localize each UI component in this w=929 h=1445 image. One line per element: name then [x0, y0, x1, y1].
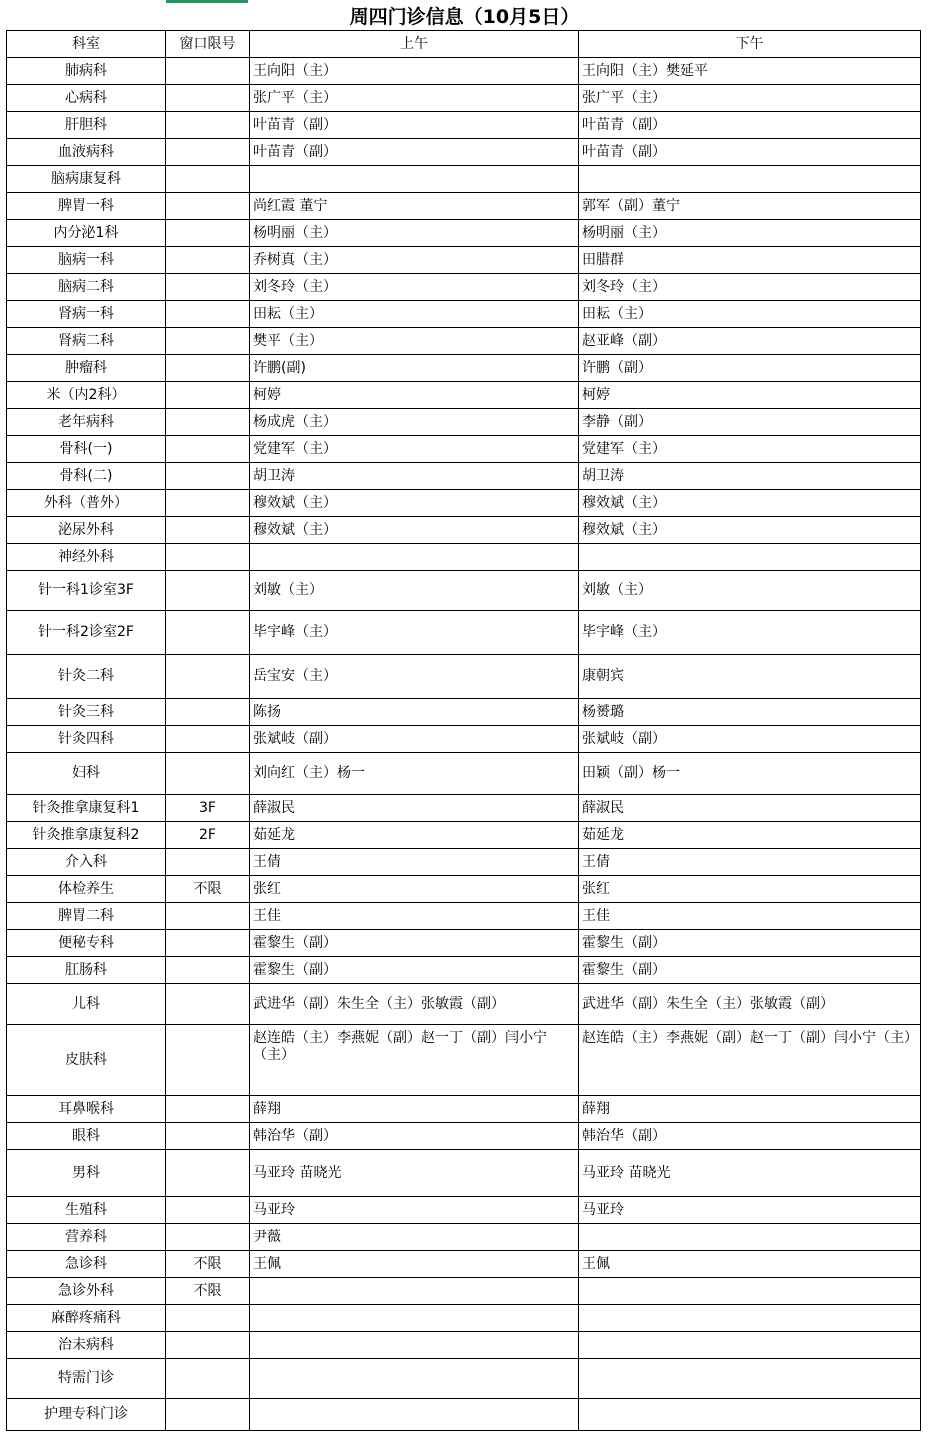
morning-cell: 叶苗青（副）	[250, 112, 579, 139]
table-row	[7, 1359, 921, 1399]
dept-cell: 外科（普外）	[7, 490, 166, 517]
window-limit-cell	[166, 112, 250, 139]
afternoon-cell	[579, 544, 921, 571]
afternoon-cell: 张广平（主）	[579, 85, 921, 112]
header-morning: 上午	[250, 31, 579, 58]
dept-cell: 针灸推拿康复科2	[7, 822, 166, 849]
dept-cell: 神经外科	[7, 544, 166, 571]
sheet-tab-indicator	[166, 0, 248, 3]
table-row	[7, 1305, 921, 1332]
table-row	[7, 112, 921, 139]
table-row	[7, 301, 921, 328]
afternoon-cell: 赵连皓（主）李燕妮（副）赵一丁（副）闫小宁（主）	[579, 1025, 921, 1096]
afternoon-cell: 霍黎生（副）	[579, 957, 921, 984]
dept-cell: 米（内2科）	[7, 382, 166, 409]
table-row	[7, 1224, 921, 1251]
afternoon-cell	[579, 166, 921, 193]
window-limit-cell	[166, 1224, 250, 1251]
page-title: 周四门诊信息（10月5日）	[349, 6, 580, 28]
morning-cell: 王向阳（主）	[250, 58, 579, 85]
morning-cell: 柯婷	[250, 382, 579, 409]
dept-cell: 脾胃二科	[7, 903, 166, 930]
window-limit-cell	[166, 382, 250, 409]
window-limit-cell	[166, 699, 250, 726]
afternoon-cell: 杨赟璐	[579, 699, 921, 726]
dept-cell: 儿科	[7, 984, 166, 1025]
morning-cell: 樊平（主）	[250, 328, 579, 355]
table-row	[7, 1150, 921, 1197]
afternoon-cell: 穆效斌（主）	[579, 517, 921, 544]
table-row	[7, 166, 921, 193]
morning-cell: 武进华（副）朱生全（主）张敏霞（副）	[250, 984, 579, 1025]
window-limit-cell	[166, 984, 250, 1025]
window-limit-cell	[166, 1123, 250, 1150]
afternoon-cell: 叶苗青（副）	[579, 139, 921, 166]
dept-cell: 针灸三科	[7, 699, 166, 726]
afternoon-cell: 武进华（副）朱生全（主）张敏霞（副）	[579, 984, 921, 1025]
afternoon-cell	[579, 1305, 921, 1332]
table-row	[7, 655, 921, 699]
window-limit-cell	[166, 611, 250, 655]
dept-cell: 肛肠科	[7, 957, 166, 984]
afternoon-cell: 胡卫涛	[579, 463, 921, 490]
morning-cell	[250, 1359, 579, 1399]
afternoon-cell	[579, 1332, 921, 1359]
table-row	[7, 957, 921, 984]
afternoon-cell	[579, 1278, 921, 1305]
window-limit-cell	[166, 1399, 250, 1431]
dept-cell: 肿瘤科	[7, 355, 166, 382]
morning-cell: 毕宇峰（主）	[250, 611, 579, 655]
dept-cell: 男科	[7, 1150, 166, 1197]
morning-cell	[250, 166, 579, 193]
afternoon-cell	[579, 1359, 921, 1399]
window-limit-cell	[166, 274, 250, 301]
window-limit-cell	[166, 166, 250, 193]
window-limit-cell: 不限	[166, 876, 250, 903]
morning-cell: 刘向红（主）杨一	[250, 753, 579, 795]
morning-cell: 张广平（主）	[250, 85, 579, 112]
window-limit-cell	[166, 58, 250, 85]
table-row	[7, 517, 921, 544]
morning-cell: 张红	[250, 876, 579, 903]
afternoon-cell	[579, 1399, 921, 1431]
afternoon-cell: 薛翔	[579, 1096, 921, 1123]
window-limit-cell	[166, 193, 250, 220]
table-row	[7, 355, 921, 382]
morning-cell: 岳宝安（主）	[250, 655, 579, 699]
window-limit-cell	[166, 544, 250, 571]
morning-cell: 田耘（主）	[250, 301, 579, 328]
afternoon-cell: 张斌岐（副）	[579, 726, 921, 753]
dept-cell: 针灸推拿康复科1	[7, 795, 166, 822]
window-limit-cell	[166, 1305, 250, 1332]
window-limit-cell	[166, 1359, 250, 1399]
window-limit-cell	[166, 436, 250, 463]
morning-cell	[250, 1399, 579, 1431]
dept-cell: 肾病二科	[7, 328, 166, 355]
window-limit-cell	[166, 655, 250, 699]
morning-cell: 马亚玲 苗晓光	[250, 1150, 579, 1197]
morning-cell: 茹延龙	[250, 822, 579, 849]
dept-cell: 肺病科	[7, 58, 166, 85]
afternoon-cell: 叶苗青（副）	[579, 112, 921, 139]
afternoon-cell: 柯婷	[579, 382, 921, 409]
dept-cell: 针灸二科	[7, 655, 166, 699]
dept-cell: 心病科	[7, 85, 166, 112]
morning-cell: 杨成虎（主）	[250, 409, 579, 436]
table-row	[7, 822, 921, 849]
dept-cell: 耳鼻喉科	[7, 1096, 166, 1123]
morning-cell: 陈扬	[250, 699, 579, 726]
afternoon-cell	[579, 1224, 921, 1251]
window-limit-cell: 不限	[166, 1278, 250, 1305]
window-limit-cell	[166, 220, 250, 247]
dept-cell: 针一科2诊室2F	[7, 611, 166, 655]
window-limit-cell	[166, 571, 250, 611]
morning-cell: 许鹏(副)	[250, 355, 579, 382]
morning-cell: 张斌岐（副）	[250, 726, 579, 753]
header-window-limit: 窗口限号	[166, 31, 250, 58]
afternoon-cell: 赵亚峰（副）	[579, 328, 921, 355]
afternoon-cell: 刘冬玲（主）	[579, 274, 921, 301]
morning-cell: 赵连皓（主）李燕妮（副）赵一丁（副）闫小宁（主）	[250, 1025, 579, 1096]
window-limit-cell	[166, 1025, 250, 1096]
table-row	[7, 849, 921, 876]
table-row	[7, 1123, 921, 1150]
afternoon-cell: 王倩	[579, 849, 921, 876]
dept-cell: 肝胆科	[7, 112, 166, 139]
dept-cell: 护理专科门诊	[7, 1399, 166, 1431]
dept-cell: 便秘专科	[7, 930, 166, 957]
window-limit-cell	[166, 1150, 250, 1197]
dept-cell: 内分泌1科	[7, 220, 166, 247]
afternoon-cell: 马亚玲 苗晓光	[579, 1150, 921, 1197]
afternoon-cell: 马亚玲	[579, 1197, 921, 1224]
morning-cell: 尚红霞 董宁	[250, 193, 579, 220]
dept-cell: 体检养生	[7, 876, 166, 903]
table-row	[7, 1399, 921, 1431]
dept-cell: 泌尿外科	[7, 517, 166, 544]
afternoon-cell: 张红	[579, 876, 921, 903]
dept-cell: 眼科	[7, 1123, 166, 1150]
morning-cell: 尹薇	[250, 1224, 579, 1251]
table-row	[7, 328, 921, 355]
dept-cell: 皮肤科	[7, 1025, 166, 1096]
afternoon-cell: 田耘（主）	[579, 301, 921, 328]
afternoon-cell: 党建军（主）	[579, 436, 921, 463]
table-row	[7, 795, 921, 822]
morning-cell	[250, 1332, 579, 1359]
morning-cell: 薛翔	[250, 1096, 579, 1123]
morning-cell: 杨明丽（主）	[250, 220, 579, 247]
dept-cell: 特需门诊	[7, 1359, 166, 1399]
morning-cell: 马亚玲	[250, 1197, 579, 1224]
window-limit-cell	[166, 930, 250, 957]
morning-cell: 党建军（主）	[250, 436, 579, 463]
window-limit-cell	[166, 85, 250, 112]
header-afternoon: 下午	[579, 31, 921, 58]
morning-cell: 穆效斌（主）	[250, 490, 579, 517]
morning-cell: 霍黎生（副）	[250, 930, 579, 957]
window-limit-cell	[166, 1332, 250, 1359]
table-row	[7, 903, 921, 930]
window-limit-cell	[166, 1096, 250, 1123]
morning-cell: 王佩	[250, 1251, 579, 1278]
afternoon-cell: 王佳	[579, 903, 921, 930]
window-limit-cell	[166, 849, 250, 876]
table-row	[7, 984, 921, 1025]
afternoon-cell: 田腊群	[579, 247, 921, 274]
table-row	[7, 58, 921, 85]
window-limit-cell	[166, 490, 250, 517]
table-row	[7, 193, 921, 220]
table-row	[7, 463, 921, 490]
window-limit-cell	[166, 957, 250, 984]
dept-cell: 营养科	[7, 1224, 166, 1251]
morning-cell: 霍黎生（副）	[250, 957, 579, 984]
table-row	[7, 490, 921, 517]
dept-cell: 骨科(一)	[7, 436, 166, 463]
table-row	[7, 544, 921, 571]
afternoon-cell: 李静（副）	[579, 409, 921, 436]
table-row	[7, 85, 921, 112]
afternoon-cell: 刘敏（主）	[579, 571, 921, 611]
window-limit-cell	[166, 409, 250, 436]
table-row	[7, 571, 921, 611]
table-row	[7, 699, 921, 726]
morning-cell	[250, 544, 579, 571]
table-row	[7, 247, 921, 274]
dept-cell: 生殖科	[7, 1197, 166, 1224]
window-limit-cell	[166, 726, 250, 753]
morning-cell: 叶苗青（副）	[250, 139, 579, 166]
window-limit-cell	[166, 517, 250, 544]
morning-cell: 乔树真（主）	[250, 247, 579, 274]
dept-cell: 麻醉疼痛科	[7, 1305, 166, 1332]
dept-cell: 肾病一科	[7, 301, 166, 328]
dept-cell: 老年病科	[7, 409, 166, 436]
afternoon-cell: 茹延龙	[579, 822, 921, 849]
morning-cell	[250, 1305, 579, 1332]
afternoon-cell: 王佩	[579, 1251, 921, 1278]
table-row	[7, 220, 921, 247]
morning-cell: 王佳	[250, 903, 579, 930]
table-row	[7, 876, 921, 903]
window-limit-cell	[166, 753, 250, 795]
table-row	[7, 753, 921, 795]
table-row	[7, 611, 921, 655]
table-row	[7, 436, 921, 463]
table-row	[7, 1332, 921, 1359]
table-row	[7, 726, 921, 753]
table-row	[7, 930, 921, 957]
schedule-table	[6, 30, 921, 1431]
window-limit-cell	[166, 903, 250, 930]
window-limit-cell	[166, 139, 250, 166]
afternoon-cell: 杨明丽（主）	[579, 220, 921, 247]
window-limit-cell: 3F	[166, 795, 250, 822]
window-limit-cell	[166, 247, 250, 274]
afternoon-cell: 田颖（副）杨一	[579, 753, 921, 795]
dept-cell: 急诊外科	[7, 1278, 166, 1305]
morning-cell: 王倩	[250, 849, 579, 876]
afternoon-cell: 穆效斌（主）	[579, 490, 921, 517]
dept-cell: 针灸四科	[7, 726, 166, 753]
table-row	[7, 409, 921, 436]
afternoon-cell: 郭军（副）董宁	[579, 193, 921, 220]
morning-cell: 薛淑民	[250, 795, 579, 822]
dept-cell: 骨科(二)	[7, 463, 166, 490]
morning-cell: 刘冬玲（主）	[250, 274, 579, 301]
table-header-row	[7, 31, 921, 58]
afternoon-cell: 毕宇峰（主）	[579, 611, 921, 655]
morning-cell	[250, 1278, 579, 1305]
table-row	[7, 1251, 921, 1278]
afternoon-cell: 韩治华（副）	[579, 1123, 921, 1150]
table-row	[7, 139, 921, 166]
table-row	[7, 1025, 921, 1096]
dept-cell: 脑病二科	[7, 274, 166, 301]
window-limit-cell	[166, 1197, 250, 1224]
dept-cell: 急诊科	[7, 1251, 166, 1278]
window-limit-cell: 2F	[166, 822, 250, 849]
window-limit-cell	[166, 355, 250, 382]
table-row	[7, 382, 921, 409]
window-limit-cell	[166, 301, 250, 328]
header-dept: 科室	[7, 31, 166, 58]
morning-cell: 穆效斌（主）	[250, 517, 579, 544]
dept-cell: 脑病一科	[7, 247, 166, 274]
dept-cell: 脑病康复科	[7, 166, 166, 193]
afternoon-cell: 许鹏（副）	[579, 355, 921, 382]
window-limit-cell	[166, 328, 250, 355]
table-row	[7, 1197, 921, 1224]
dept-cell: 妇科	[7, 753, 166, 795]
afternoon-cell: 王向阳（主）樊延平	[579, 58, 921, 85]
morning-cell: 刘敏（主）	[250, 571, 579, 611]
dept-cell: 介入科	[7, 849, 166, 876]
dept-cell: 针一科1诊室3F	[7, 571, 166, 611]
dept-cell: 血液病科	[7, 139, 166, 166]
table-row	[7, 1278, 921, 1305]
table-row	[7, 1096, 921, 1123]
table-row	[7, 274, 921, 301]
morning-cell: 韩治华（副）	[250, 1123, 579, 1150]
afternoon-cell: 霍黎生（副）	[579, 930, 921, 957]
window-limit-cell	[166, 463, 250, 490]
dept-cell: 脾胃一科	[7, 193, 166, 220]
morning-cell: 胡卫涛	[250, 463, 579, 490]
afternoon-cell: 康朝宾	[579, 655, 921, 699]
afternoon-cell: 薛淑民	[579, 795, 921, 822]
window-limit-cell: 不限	[166, 1251, 250, 1278]
dept-cell: 治未病科	[7, 1332, 166, 1359]
